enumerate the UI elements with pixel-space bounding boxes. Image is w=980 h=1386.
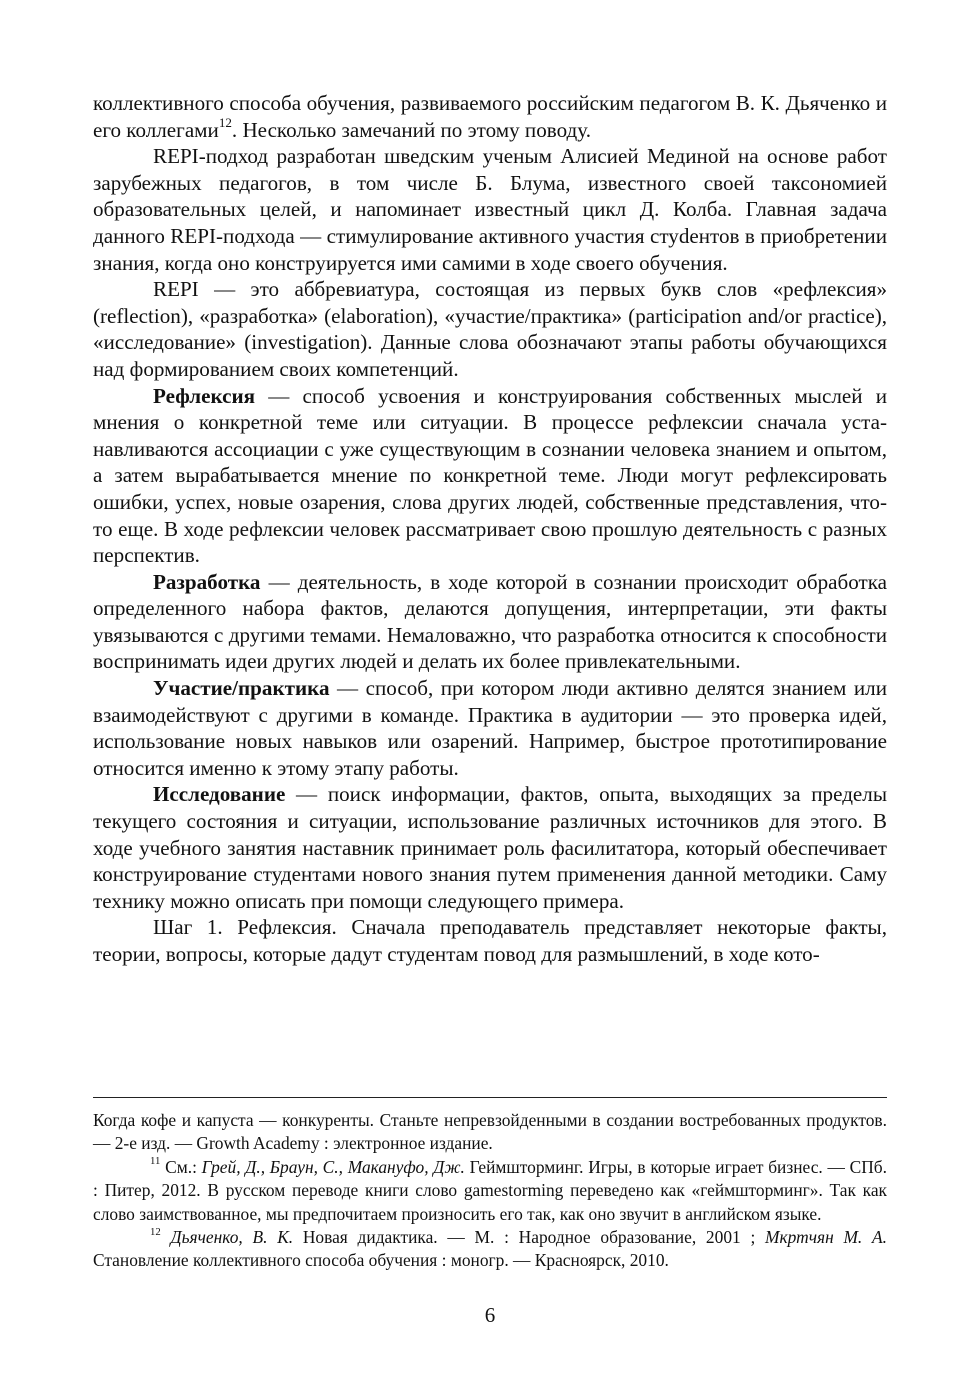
footnote-ref-12[interactable]: 12	[218, 114, 232, 130]
footnote-number-11: 11	[150, 1155, 161, 1168]
term-participation: Участие/практика	[153, 676, 330, 701]
paragraph-repi-origin: REPI-подход разработан шведским ученым Алисией Мединой на основе работ зарубежных педагогов, в том числе Б. Блума, известного своей таксономией образовательных целей, и напоминает известный цикл Д. Колба. Главная задача данного REPI-подхода — стимулирование активного участия стуdентов в приобретении знания, когда оно конструируется ими самими в ходе своего обучения.	[93, 144, 887, 275]
footnote-11-text: Геймшторминг. Игры, в которые играет бизнес. — СПб. : Питер, 2012. В русском переводе книги слово gamestorming переведено как «геймшторминг». Так как слово заимствованное, мы предпочитаем произносить его так, как оно звучит в английском языке.	[93, 1156, 888, 1224]
paragraph-text: коллективного способа обучения, развиваемого российским педагогом В. К. Дьяченко и его коллегами	[93, 91, 887, 142]
footnote-12-author-1: Дьяченко, В. К.	[160, 1227, 294, 1248]
footnote-12-text-1: Новая дидактика. — М. : Народное образование, 2001 ;	[293, 1227, 766, 1248]
footnote-divider	[93, 1097, 887, 1098]
footnote-11-lead: См.:	[160, 1156, 202, 1177]
footnote-11	[93, 1156, 887, 1226]
footnote-12-text-2: Становление коллективного способа обучения : моногр. — Красноярск, 2010.	[93, 1250, 669, 1271]
footnote-continued: Когда кофе и капуста — конкуренты. Станьте непревзойденными в создании востребованных продуктов. — 2-е изд. — Growth Academy : электронное издание.	[93, 1110, 887, 1154]
definition-participation: — способ, при котором люди активно делятся знанием или взаимодействуют с другими в команде. Практика в аудитории — это проверка идей, использование новых навыков или озарений. Например, быстрое прототипирование относится именно к этому этапу работы.	[93, 676, 887, 780]
term-reflection: Рефлексия	[153, 383, 256, 408]
paragraph-text-tail: . Несколько замечаний по этому поводу.	[231, 117, 591, 142]
footnote-11-authors: Грей, Д., Браун, С., Макануфо, Дж.	[201, 1156, 465, 1177]
paragraph-intro	[93, 90, 887, 143]
term-investigation: Исследование	[153, 782, 286, 807]
term-elaboration: Разработка	[153, 569, 261, 594]
definition-elaboration: — деятельность, в ходе которой в сознании происходит обработка определенного набора фактов, делаются допущения, интерпретации, эти факты увязываются с другими темами. Немаловажно, что разработка относится к способности воспринимать идеи других людей и делать их более привлекательными.	[93, 569, 887, 674]
paragraph-reflection	[93, 383, 887, 569]
page-number: 6	[484, 1303, 496, 1327]
paragraph-participation	[93, 675, 887, 781]
footnote-number-12: 12	[150, 1225, 161, 1238]
paragraph-step-1: Шаг 1. Рефлексия. Сначала преподаватель представляет некоторые факты, теории, вопросы, которые дадут студентам повод для размышлений, в ходе кото-	[93, 915, 887, 966]
definition-reflection: — способ усвоения и конструирования собственных мыслей и мнения о конкретной теме или ситуации. В процессе рефлексии сначала устанавливаются ассоциации с уже существующим в сознании человека знанием и опытом, а затем вырабатывается мнение по конкретной теме. Люди могут рефлексировать ошибки, успех, новые озарения, слова других людей, собственные представления, что-то еще. В ходе рефлексии человек рассматривает свою прошлую деятельность с разных перспектив.	[93, 383, 887, 568]
footnote-12	[93, 1226, 887, 1273]
main-text	[93, 90, 887, 968]
paragraph-repi-acronym: REPI — это аббревиатура, состоящая из первых букв слов «рефлексия» (reflection), «разработка» (elaboration), «участие/практика» (participation and/or practice), «исследование» (investigation). Данные слова обозначают этапы работы обучающихся над формированием своих компетенций.	[93, 277, 887, 381]
definition-investigation: — поиск информации, фактов, опыта, выходящих за пределы текущего состояния и ситуации, использование различных источников для этого. В ходе учебного занятия наставник принимает роль фасилитатора, который обеспечивает конструирование студентами нового знания путем применения данной методики. Саму технику можно описать при помощи следующего примера.	[93, 782, 887, 913]
footnotes	[93, 1109, 887, 1273]
footnote-12-author-2: Мкртчян М. А.	[765, 1227, 888, 1248]
paragraph-investigation	[93, 781, 887, 914]
paragraph-elaboration	[93, 569, 887, 675]
